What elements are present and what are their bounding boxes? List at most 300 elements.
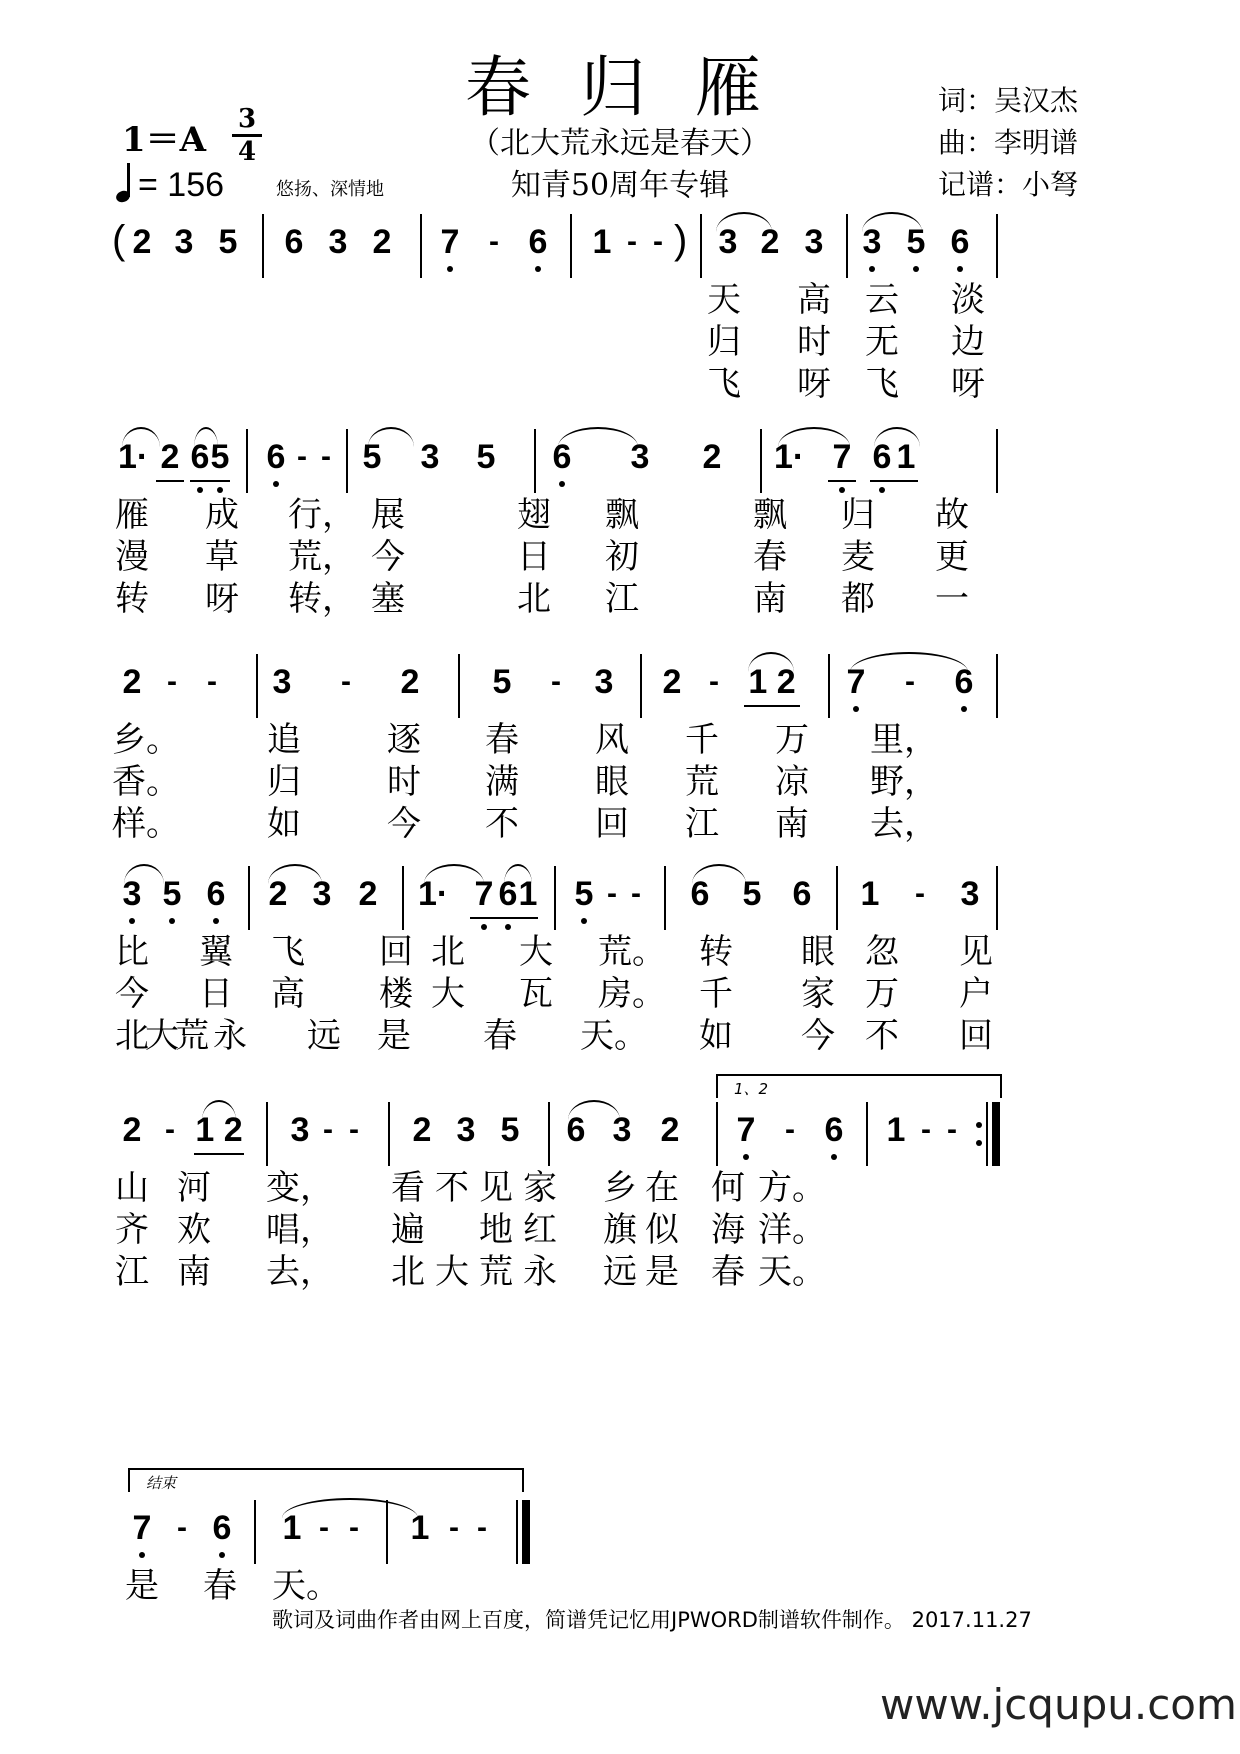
transcriber: 记谱：小弩: [938, 168, 1079, 201]
note-low: 3: [858, 222, 886, 262]
dash: -: [653, 225, 663, 258]
note: 3: [718, 223, 738, 261]
dash: -: [489, 225, 499, 258]
lyric: 野，: [870, 762, 938, 802]
dash: -: [341, 665, 351, 698]
lyric: 草: [205, 537, 239, 577]
lyric: 逐: [387, 720, 421, 760]
lyric: 大: [435, 1252, 469, 1292]
note: 2: [662, 663, 682, 701]
lyrics-verse-2: [115, 974, 1128, 1016]
lyric: 无: [865, 322, 899, 362]
dash: -: [349, 1511, 359, 1544]
lyric: 红: [523, 1210, 557, 1250]
barline: [836, 866, 838, 930]
note: 3: [456, 1111, 476, 1149]
note-low: 5: [158, 874, 186, 914]
lyric: 瓦: [519, 974, 553, 1014]
lyric: 千: [685, 720, 719, 760]
lyric: 荒: [479, 1252, 513, 1292]
lyric: 家: [801, 974, 835, 1014]
lyric: 麦: [841, 537, 875, 577]
note-eighth-low: 6: [190, 437, 210, 477]
lyric: 风: [595, 720, 629, 760]
dash: -: [551, 665, 561, 698]
lyric: 唱，: [266, 1210, 334, 1250]
lyric: 天。: [272, 1566, 340, 1606]
lyric: 眼: [801, 932, 835, 972]
lyric: 春: [753, 537, 787, 577]
dash: -: [905, 665, 915, 698]
lyrics-verse-2: [118, 322, 1128, 364]
lyric: 是: [125, 1566, 159, 1606]
barline: [554, 866, 556, 930]
note-low: 7: [842, 662, 870, 702]
lyric: 千: [699, 974, 733, 1014]
lyric: 变，: [266, 1168, 334, 1208]
lyric: 山: [115, 1168, 149, 1208]
note: 5: [362, 438, 382, 476]
lyric: 塞: [371, 579, 405, 619]
lyric: 地: [479, 1210, 513, 1250]
lyric: 飞: [271, 932, 305, 972]
note: 3: [594, 663, 614, 701]
lyric: 高: [271, 974, 305, 1014]
lyric: 春: [483, 1016, 517, 1056]
note: 3: [174, 223, 194, 261]
barline: [402, 866, 404, 930]
barline: [866, 1102, 868, 1166]
barline: [420, 214, 422, 278]
note: 3: [290, 1111, 310, 1149]
dash: -: [449, 1511, 459, 1544]
dash: -: [921, 1113, 931, 1146]
time-signature-denominator: 4: [237, 137, 257, 167]
key-signature: 1＝A: [122, 120, 207, 160]
barline: [548, 1102, 550, 1166]
barline: [570, 214, 572, 278]
note-eighth: 2: [156, 437, 184, 477]
note: 5: [218, 223, 238, 261]
dash: -: [477, 1511, 487, 1544]
lyric: 见: [959, 932, 993, 972]
lyric: 北: [391, 1252, 425, 1292]
notation-line: [118, 1080, 1128, 1168]
barline: [248, 866, 250, 930]
song-subtitle: （北大荒永远是春天）: [470, 126, 770, 161]
barline: [996, 214, 998, 278]
lyric: 满: [485, 762, 519, 802]
lyric: 忽: [865, 932, 899, 972]
lyrics-verse-1: [118, 280, 1128, 322]
lyric: 今: [801, 1016, 835, 1056]
lyric: 里，: [870, 720, 938, 760]
lyric: 大: [145, 1016, 179, 1056]
note-dotted: 1·: [774, 438, 805, 476]
note: 3: [630, 438, 650, 476]
lyric: 北: [431, 932, 465, 972]
note-eighth-low: 5: [210, 437, 230, 477]
note: 1: [410, 1509, 430, 1547]
lyric: 翼: [199, 932, 233, 972]
barline: [256, 654, 258, 718]
volta-bracket-ending: [128, 1468, 524, 1492]
dash: -: [947, 1113, 957, 1146]
lyric: 成: [205, 495, 239, 535]
lyric: 是: [377, 1016, 411, 1056]
lyrics-verse-2: [115, 537, 1128, 579]
close-paren: ): [674, 218, 688, 262]
time-signature: [232, 106, 262, 165]
footer-note: 歌词及词曲作者由网上百度，简谱凭记忆用JPWORD制谱软件制作。 2017.11.27: [272, 1608, 1032, 1632]
score-system-2: [115, 425, 1128, 621]
barline: [996, 654, 998, 718]
open-paren: (: [112, 218, 126, 262]
note-low: 7: [436, 222, 464, 262]
lyric: 方。: [758, 1168, 826, 1208]
lyric: 凉: [775, 762, 809, 802]
barline: [664, 866, 666, 930]
song-title: 春 归 雁: [465, 49, 775, 126]
lyric: 万: [775, 720, 809, 760]
lyric: 不: [435, 1168, 469, 1208]
note-low: 6: [262, 437, 290, 477]
lyric: 追: [267, 720, 301, 760]
lyric: 漫: [115, 537, 149, 577]
barline: [388, 1102, 390, 1166]
lyric: 是: [645, 1252, 679, 1292]
lyric: 日: [517, 537, 551, 577]
note: 2: [122, 663, 142, 701]
lyric: 更: [935, 537, 969, 577]
lyric: 回: [379, 932, 413, 972]
time-signature-numerator: 3: [237, 104, 257, 134]
lyric: 河: [177, 1168, 211, 1208]
lyric: 去，: [266, 1252, 334, 1292]
note: 6: [284, 223, 304, 261]
note-low: 7: [128, 1508, 156, 1548]
lyrics-verse-1: [115, 495, 1128, 537]
lyric: 今: [371, 537, 405, 577]
lyrics-verse-3: [115, 579, 1128, 621]
lyric: 户: [959, 974, 993, 1014]
notation-line: [118, 425, 1128, 495]
note-eighth: 1: [894, 437, 918, 477]
barline: [846, 214, 848, 278]
lyric: 房。: [598, 974, 666, 1014]
dash: -: [321, 440, 331, 473]
note: 3: [612, 1111, 632, 1149]
lyrics-verse-1: [115, 932, 1128, 974]
note-eighth-low: 6: [870, 437, 894, 477]
barline: [828, 654, 830, 718]
note-eighth-low: 6: [498, 874, 518, 914]
lyric: 飞: [865, 364, 899, 404]
lyric: 遍: [391, 1210, 425, 1250]
note-low: 5: [902, 222, 930, 262]
lyric: 北: [517, 579, 551, 619]
dash: -: [709, 665, 719, 698]
score-system-3: [112, 650, 1128, 846]
note: 5: [476, 438, 496, 476]
dash: -: [785, 1113, 795, 1146]
note: 1: [282, 1509, 302, 1547]
note: 5: [500, 1111, 520, 1149]
lyric: 今: [387, 804, 421, 844]
lyric: 不: [485, 804, 519, 844]
lyric: 飞: [707, 364, 741, 404]
lyrics-verse-1: [115, 1168, 1128, 1210]
dash: -: [177, 1511, 187, 1544]
lyric: 高: [797, 280, 831, 320]
lyric: 南: [775, 804, 809, 844]
lyric: 永: [213, 1016, 247, 1056]
note: 2: [400, 663, 420, 701]
lyric: 万: [865, 974, 899, 1014]
dash: -: [323, 1113, 333, 1146]
note: 2: [358, 875, 378, 913]
lyrics-verse-3: [115, 1252, 1128, 1294]
note-dotted: 1·: [118, 438, 149, 476]
dash: -: [915, 877, 925, 910]
lyricist: 词：吴汉杰: [938, 84, 1079, 117]
lyric: 看: [391, 1168, 425, 1208]
dash: -: [631, 877, 641, 910]
barline: [254, 1500, 256, 1564]
lyric: 荒。: [598, 932, 666, 972]
lyric: 春: [203, 1566, 237, 1606]
note-low: 6: [946, 222, 974, 262]
note-low: 6: [548, 437, 576, 477]
dash: -: [207, 665, 217, 698]
barline: [246, 429, 248, 493]
note-eighth-low: 7: [470, 874, 498, 914]
lyric: 呀: [797, 364, 831, 404]
barline: [700, 214, 702, 278]
notation-line: [118, 862, 1128, 932]
lyric: 远: [307, 1016, 341, 1056]
volta-label: 结束: [146, 1474, 177, 1492]
lyric: 归: [267, 762, 301, 802]
dash: -: [607, 877, 617, 910]
volta-label: 1、2: [734, 1080, 769, 1098]
dash: -: [319, 1511, 329, 1544]
lyric: 归: [841, 495, 875, 535]
quarter-note-icon: [116, 162, 130, 202]
lyric: 时: [797, 322, 831, 362]
score-system-1: [112, 210, 1128, 406]
notation-line: [112, 210, 1128, 280]
lyric: 齐: [115, 1210, 149, 1250]
note: 6: [566, 1111, 586, 1149]
lyric: 江: [115, 1252, 149, 1292]
lyric: 边: [951, 322, 985, 362]
note: 3: [420, 438, 440, 476]
note-low: 6: [950, 662, 978, 702]
lyric: 荒，: [288, 537, 356, 577]
note: 3: [272, 663, 292, 701]
lyric: 旗: [603, 1210, 637, 1250]
lyric: 大: [519, 932, 553, 972]
repeat-end-barline: [992, 1102, 1000, 1166]
lyric: 归: [707, 322, 741, 362]
note: 6: [792, 875, 812, 913]
note: 5: [492, 663, 512, 701]
lyric: 翅: [517, 495, 551, 535]
lyric: 永: [523, 1252, 557, 1292]
composer: 曲：李明谱: [938, 126, 1079, 159]
lyric: 江: [685, 804, 719, 844]
lyric: 样。: [112, 804, 180, 844]
volta-bracket-1-2: [716, 1074, 1002, 1098]
lyric: 何: [711, 1168, 745, 1208]
barline: [640, 654, 642, 718]
lyric: 香。: [112, 762, 180, 802]
note-eighth-low: 7: [828, 437, 856, 477]
lyrics-verse-2: [115, 1210, 1128, 1252]
note: 3: [960, 875, 980, 913]
score-system-4: [115, 862, 1128, 1058]
lyric: 都: [841, 579, 875, 619]
barline: [996, 866, 998, 930]
note: 2: [132, 223, 152, 261]
barline: [386, 1500, 388, 1564]
note-dotted: 1·: [418, 875, 449, 913]
final-barline: [522, 1500, 530, 1564]
note-low: 6: [524, 222, 552, 262]
lyric: 荒: [685, 762, 719, 802]
lyrics-verse-3: [112, 804, 1128, 846]
score-system-6: [118, 1474, 1128, 1608]
lyric: 呀: [951, 364, 985, 404]
barline-thin: [986, 1102, 988, 1166]
lyric: 回: [959, 1016, 993, 1056]
note: 3: [804, 223, 824, 261]
barline: [760, 429, 762, 493]
note: 5: [742, 875, 762, 913]
lyric: 家: [523, 1168, 557, 1208]
barline: [996, 429, 998, 493]
note-eighth-pair: 1 2: [744, 662, 800, 702]
note: 3: [328, 223, 348, 261]
notation-line: [118, 1474, 1128, 1566]
note-low: 5: [570, 874, 598, 914]
lyrics-verse-3: [115, 1016, 1128, 1058]
lyric: 飘: [605, 495, 639, 535]
lyric: 北: [115, 1016, 149, 1056]
note: 3: [312, 875, 332, 913]
lyric: 似: [645, 1210, 679, 1250]
score-system-5: [115, 1080, 1128, 1294]
lyrics-verse-2: [112, 762, 1128, 804]
note: 2: [372, 223, 392, 261]
lyric: 乡: [603, 1168, 637, 1208]
note-eighth-pair: 1 2: [194, 1110, 244, 1150]
lyric: 楼: [379, 974, 413, 1014]
credits: [938, 80, 1078, 206]
note: 2: [660, 1111, 680, 1149]
lyric: 眼: [595, 762, 629, 802]
dash: -: [165, 1113, 175, 1146]
dash: -: [349, 1113, 359, 1146]
lyric: 一: [935, 579, 969, 619]
lyric: 转: [115, 579, 149, 619]
lyric: 远: [603, 1252, 637, 1292]
notation-line: [118, 650, 1128, 720]
lyric: 时: [387, 762, 421, 802]
note-low: 6: [208, 1508, 236, 1548]
lyric: 天。: [758, 1252, 826, 1292]
lyric: 春: [711, 1252, 745, 1292]
expression-marking: 悠扬、深情地: [276, 179, 384, 200]
lyric: 去，: [870, 804, 938, 844]
lyric: 南: [753, 579, 787, 619]
lyric: 洋。: [758, 1210, 826, 1250]
tempo-value: = 156: [138, 166, 225, 204]
lyric: 故: [935, 495, 969, 535]
lyric: 南: [177, 1252, 211, 1292]
note-low: 6: [820, 1110, 848, 1150]
note: 2: [122, 1111, 142, 1149]
lyrics-verse-1: [112, 720, 1128, 762]
lyric: 如: [699, 1016, 733, 1056]
dash: -: [167, 665, 177, 698]
lyric: 如: [267, 804, 301, 844]
album-label: 知青50周年专辑: [510, 168, 730, 203]
note: 2: [760, 223, 780, 261]
lyric: 江: [605, 579, 639, 619]
barline: [262, 214, 264, 278]
note-eighth: 1: [518, 874, 538, 914]
note: 2: [702, 438, 722, 476]
lyric: 在: [645, 1168, 679, 1208]
note-low: 6: [202, 874, 230, 914]
lyric: 海: [711, 1210, 745, 1250]
lyric: 转，: [288, 579, 356, 619]
lyric: 春: [485, 720, 519, 760]
lyric: 呀: [205, 579, 239, 619]
lyric: 比: [115, 932, 149, 972]
note: 2: [412, 1111, 432, 1149]
lyric: 乡。: [112, 720, 180, 760]
note: 6: [690, 875, 710, 913]
watermark-site: www.jcqupu.com: [880, 1680, 1237, 1729]
lyric: 初: [605, 537, 639, 577]
lyric: 云: [865, 280, 899, 320]
lyric: 日: [199, 974, 233, 1014]
lyric: 天: [707, 280, 741, 320]
lyric: 今: [115, 974, 149, 1014]
barline: [458, 654, 460, 718]
lyric: 欢: [177, 1210, 211, 1250]
barline: [346, 429, 348, 493]
tempo-marking: [116, 162, 224, 205]
barline: [716, 1102, 718, 1166]
lyric: 荒: [175, 1016, 209, 1056]
repeat-dots: [976, 1122, 982, 1158]
barline-thin: [516, 1500, 518, 1564]
note: 2: [268, 875, 288, 913]
dash: -: [297, 440, 307, 473]
note: 1: [886, 1111, 906, 1149]
lyric: 飘: [753, 495, 787, 535]
lyric: 转: [699, 932, 733, 972]
note: 1: [592, 223, 612, 261]
lyric: 大: [431, 974, 465, 1014]
lyric: 不: [865, 1016, 899, 1056]
lyric: 见: [479, 1168, 513, 1208]
lyric: 行，: [288, 495, 356, 535]
